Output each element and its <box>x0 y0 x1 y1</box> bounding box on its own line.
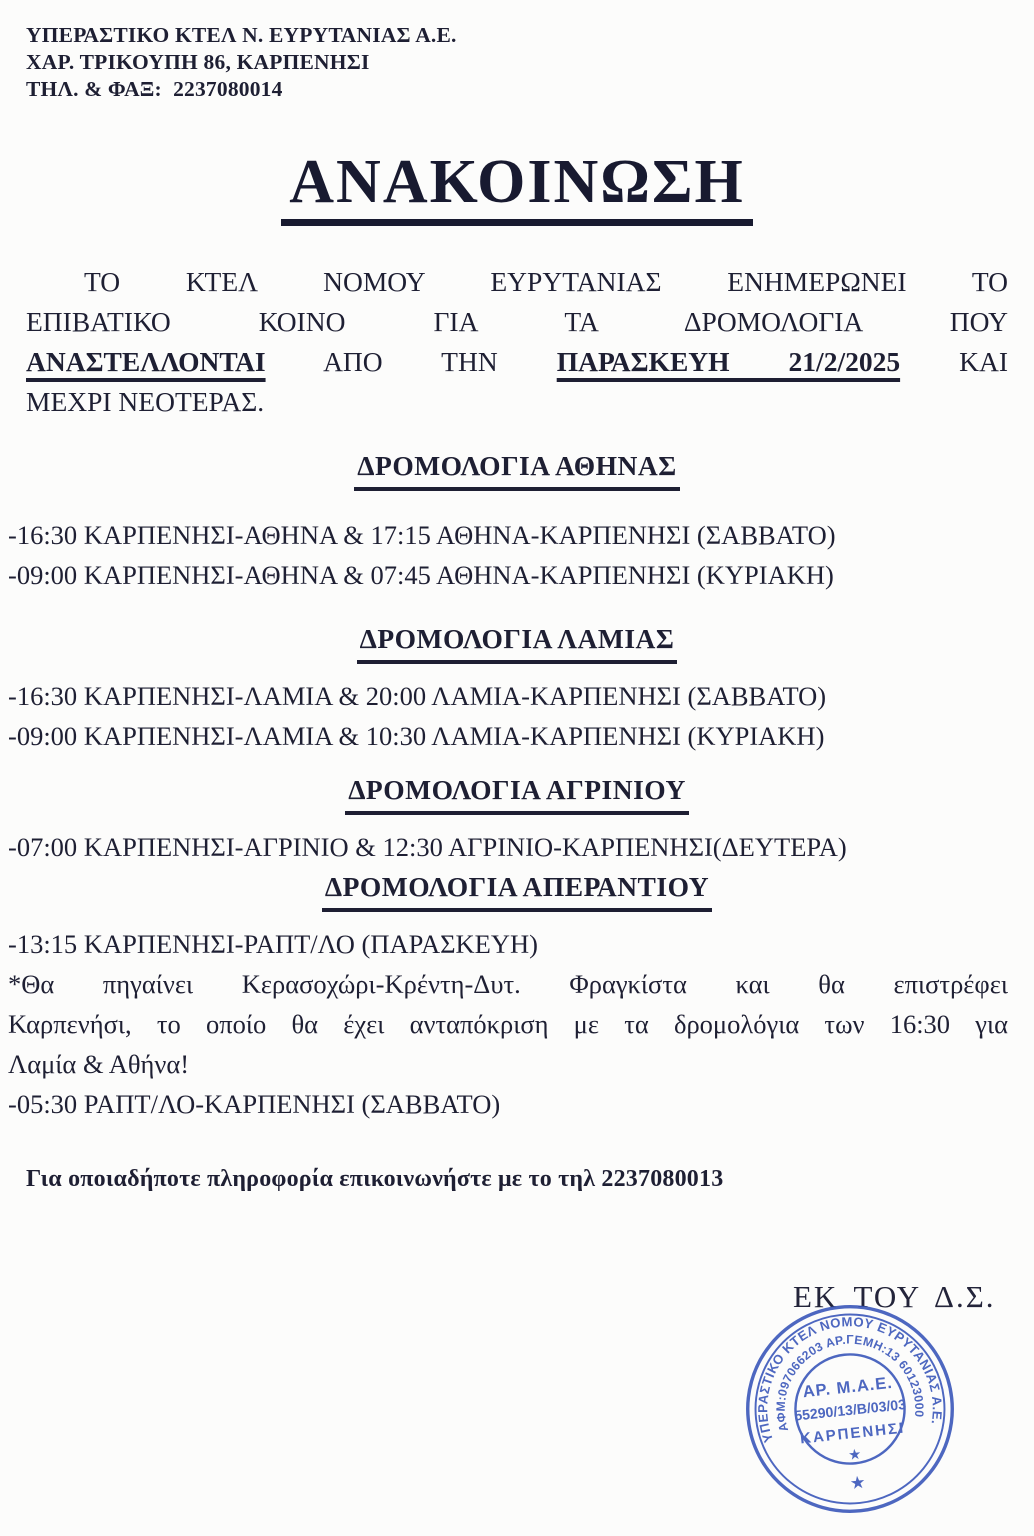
intro-emphasis: ΑΝΑΣΤΕΛΛΟΝΤΑΙ <box>26 346 266 377</box>
section-lines <box>8 676 1008 756</box>
schedule-section <box>8 867 1008 1124</box>
route-line: -09:00 ΚΑΡΠΕΝΗΣΙ-ΛΑΜΙΑ & 10:30 ΛΑΜΙΑ-ΚΑΡΠΕΝΗΣΙ (ΚΥΡΙΑΚΗ) <box>8 721 825 751</box>
stamp-outer-ring-text: ΥΠΕΡΑΣΤΙΚΟ ΚΤΕΛ ΝΟΜΟΥ ΕΥΡΥΤΑΝΙΑΣ Α.Ε. <box>755 1314 945 1445</box>
section-title: ΔΡΟΜΟΛΟΓΙΑ ΑΓΡΙΝΙΟΥ <box>345 770 689 815</box>
intro-text: ΕΠΙΒΑΤΙΚΟ ΚΟΙΝΟ ΓΙΑ ΤΑ ΔΡΟΜΟΛΟΓΙΑ ΠΟΥ <box>26 306 1008 337</box>
stamp-mae-number: 55290/13/Β/03/03 <box>793 1396 907 1424</box>
official-stamp <box>738 1297 962 1521</box>
signature-text: ΕΚ ΤΟΥ Δ.Σ. <box>793 1279 996 1314</box>
section-lines <box>8 924 1008 1124</box>
intro-paragraph <box>26 262 1008 422</box>
intro-line <box>26 382 1008 422</box>
schedule-section <box>8 770 1008 867</box>
note-line: Λαμία & Αθήνα! <box>8 1049 190 1079</box>
intro-text: ΑΠΟ ΤΗΝ <box>265 346 557 377</box>
stamp-inner-ring-text: ΑΦΜ:097066203 ΑΡ.ΓΕΜΗ:13 60123000 <box>773 1332 927 1434</box>
route-line: -07:00 ΚΑΡΠΕΝΗΣΙ-ΑΓΡΙΝΙΟ & 12:30 ΑΓΡΙΝΙΟ-ΚΑΡΠΕΝΗΣΙ(ΔΕΥΤΕΡΑ) <box>8 832 847 862</box>
route-line: -13:15 ΚΑΡΠΕΝΗΣΙ-ΡΑΠΤ/ΛΟ (ΠΑΡΑΣΚΕΥΗ) <box>8 929 538 959</box>
stamp-city: ΚΑΡΠΕΝΗΣΙ <box>799 1419 906 1448</box>
route-line: -16:30 ΚΑΡΠΕΝΗΣΙ-ΛΑΜΙΑ & 20:00 ΛΑΜΙΑ-ΚΑΡΠΕΝΗΣΙ (ΣΑΒΒΑΤΟ) <box>8 681 827 711</box>
section-title: ΔΡΟΜΟΛΟΓΙΑ ΑΘΗΝΑΣ <box>354 446 679 491</box>
contact-note: Για οποιαδήποτε πληροφορία επικοινωνήστε με το τηλ 2237080013 <box>26 1166 724 1192</box>
stamp-star-icon: ★ <box>848 1471 867 1494</box>
intro-text: ΤΟ ΚΤΕΛ ΝΟΜΟΥ ΕΥΡΥΤΑΝΙΑΣ ΕΝΗΜΕΡΩΝΕΙ ΤΟ <box>84 266 1008 297</box>
signature-area <box>26 1193 1008 1523</box>
section-lines <box>8 827 1008 867</box>
intro-text: ΜΕΧΡΙ ΝΕΟΤΕΡΑΣ. <box>26 386 265 417</box>
note-line: Καρπενήσι, το οποίο θα έχει ανταπόκριση με τα δρομολόγια των 16:30 για <box>8 1009 1008 1039</box>
intro-line <box>26 302 1008 342</box>
company-name: ΥΠΕΡΑΣΤΙΚΟ ΚΤΕΛ Ν. ΕΥΡΥΤΑΝΙΑΣ Α.Ε. <box>26 23 457 47</box>
intro-emphasis: ΠΑΡΑΣΚΕΥΗ 21/2/2025 <box>556 346 901 377</box>
section-title: ΔΡΟΜΟΛΟΓΙΑ ΛΑΜΙΑΣ <box>357 619 678 664</box>
company-address: ΧΑΡ. ΤΡΙΚΟΥΠΗ 86, ΚΑΡΠΕΝΗΣΙ <box>26 50 370 74</box>
schedule-section <box>8 619 1008 756</box>
route-line: -05:30 ΡΑΠΤ/ΛΟ-ΚΑΡΠΕΝΗΣΙ (ΣΑΒΒΑΤΟ) <box>8 1089 501 1119</box>
stamp-mae-label: ΑΡ. Μ.Α.Ε. <box>801 1372 894 1402</box>
intro-line <box>26 342 1008 382</box>
company-phone-fax: ΤΗΛ. & ΦΑΞ: 2237080014 <box>26 77 283 101</box>
route-line: -16:30 ΚΑΡΠΕΝΗΣΙ-ΑΘΗΝΑ & 17:15 ΑΘΗΝΑ-ΚΑΡΠΕΝΗΣΙ (ΣΑΒΒΑΤΟ) <box>8 520 836 550</box>
route-line: -09:00 ΚΑΡΠΕΝΗΣΙ-ΑΘΗΝΑ & 07:45 ΑΘΗΝΑ-ΚΑΡΠΕΝΗΣΙ (ΚΥΡΙΑΚΗ) <box>8 560 834 590</box>
sections <box>8 446 1008 1124</box>
schedule-section <box>8 446 1008 595</box>
letterhead <box>26 22 1008 103</box>
stamp-star-icon: ★ <box>847 1446 863 1465</box>
announcement-title: ΑΝΑΚΟΙΝΩΣΗ <box>281 151 752 226</box>
note-line: *Θα πηγαίνει Κερασοχώρι-Κρέντη-Δυτ. Φραγκίστα και θα επιστρέφει <box>8 969 1008 999</box>
title-block <box>26 148 1008 226</box>
section-lines <box>8 515 1008 595</box>
section-title: ΔΡΟΜΟΛΟΓΙΑ ΑΠΕΡΑΝΤΙΟΥ <box>322 867 712 912</box>
intro-text: ΚΑΙ <box>900 346 1008 377</box>
intro-line <box>26 262 1008 302</box>
